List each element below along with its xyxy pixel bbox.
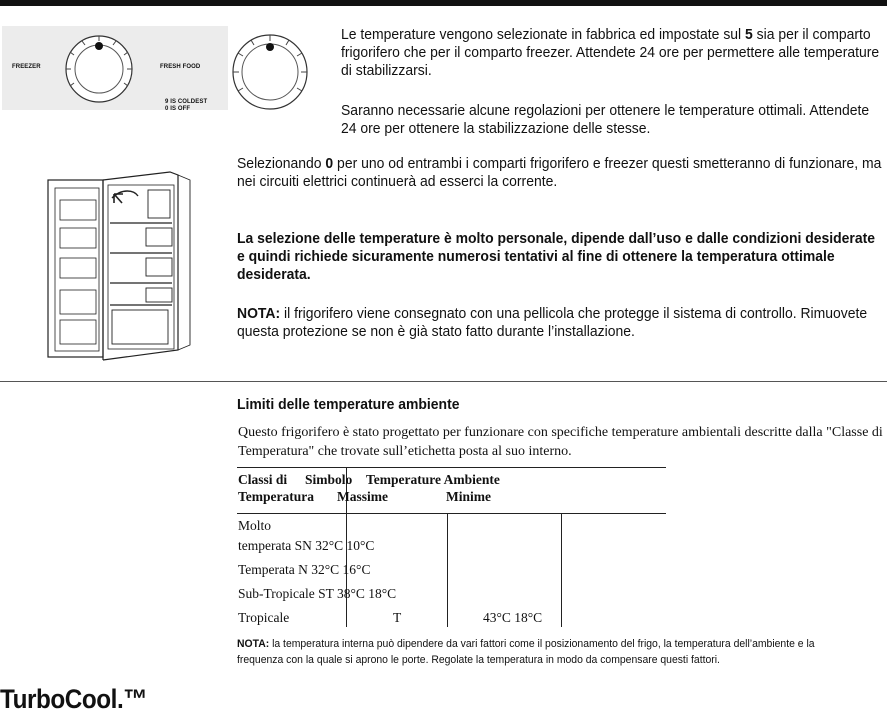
turbocool-title: TurboCool.™ (0, 684, 148, 714)
freshfood-dial (233, 35, 307, 109)
table-row-1b: temperata SN 32°C 10°C (238, 538, 375, 553)
table-row-4-temps: 43°C 18°C (483, 610, 543, 625)
intro-paragraph-3: Selezionando 0 per uno od entrambi i comparti frigorifero e freezer questi smetteranno di funzionare, ma nei circuiti elettrici continuerà ad esserci la corrente. (237, 155, 882, 190)
freezer-label: FREEZER (12, 64, 41, 70)
refrigerator-illustration (48, 172, 190, 360)
ambient-heading: Limiti delle temperature ambiente (237, 396, 460, 413)
intro-paragraph-2: Saranno necessarie alcune regolazioni per ottenere le temperature ottimali. Attendete 24 ore per ottenere la stabilizzazione delle stesse. (341, 102, 870, 137)
col-header-ambient: Temperature Ambiente (366, 472, 500, 487)
dial-legend-off: 0 IS OFF (165, 106, 191, 112)
table-row-1a: Molto (238, 518, 272, 533)
table-row-4-symbol: T (393, 610, 402, 625)
freshfood-label: FRESH FOOD (160, 64, 201, 70)
intro-paragraph-5: NOTA: il frigorifero viene consegnato con una pellicola che protegge il sistema di controllo. Rimuovete questa protezione se non è già stato fatto durante l’installazione. (237, 305, 868, 340)
intro-paragraph-1: Le temperature vengono selezionate in fabbrica ed impostate sul 5 sia per il comparto frigorifero che per il comparto freezer. Attendete 24 ore per permettere alle temperature di stabilizzarsi. (341, 26, 880, 79)
section-divider (0, 381, 887, 382)
col-header-max: Massime (337, 489, 388, 504)
col-header-min: Minime (446, 489, 491, 504)
table-row-4-class: Tropicale (238, 610, 290, 625)
col-header-class-a: Classi di (238, 472, 288, 487)
ambient-description: Questo frigorifero è stato progettato per funzionare con specifiche temperature ambientali descritte dalla "Classe di Temperatura" che trovate sull’etichetta posta al suo interno. (238, 425, 883, 459)
col-header-class-b: Temperatura (238, 489, 314, 504)
table-row-2: Temperata N 32°C 16°C (238, 562, 371, 577)
col-header-symbol: Simbolo (305, 472, 353, 487)
intro-paragraph-4: La selezione delle temperature è molto personale, dipende dall’uso e dalle condizioni desiderate e quindi richiede sicuramente numerosi tentativi al fine di ottenere la temperatura ottimale desiderata. (237, 230, 875, 283)
dial-legend-coldest: 9 IS COLDEST (165, 99, 208, 105)
ambient-note: NOTA: la temperatura interna può dipendere da vari fattori come il posizionamento del frigo, la temperatura dell’ambiente e la frequenza con la quale si aprono le porte. Regolate la temperatura in modo da compensare questi fattori. (237, 638, 815, 666)
table-row-3: Sub-Tropicale ST 38°C 18°C (238, 586, 397, 601)
freezer-dial (66, 36, 132, 102)
